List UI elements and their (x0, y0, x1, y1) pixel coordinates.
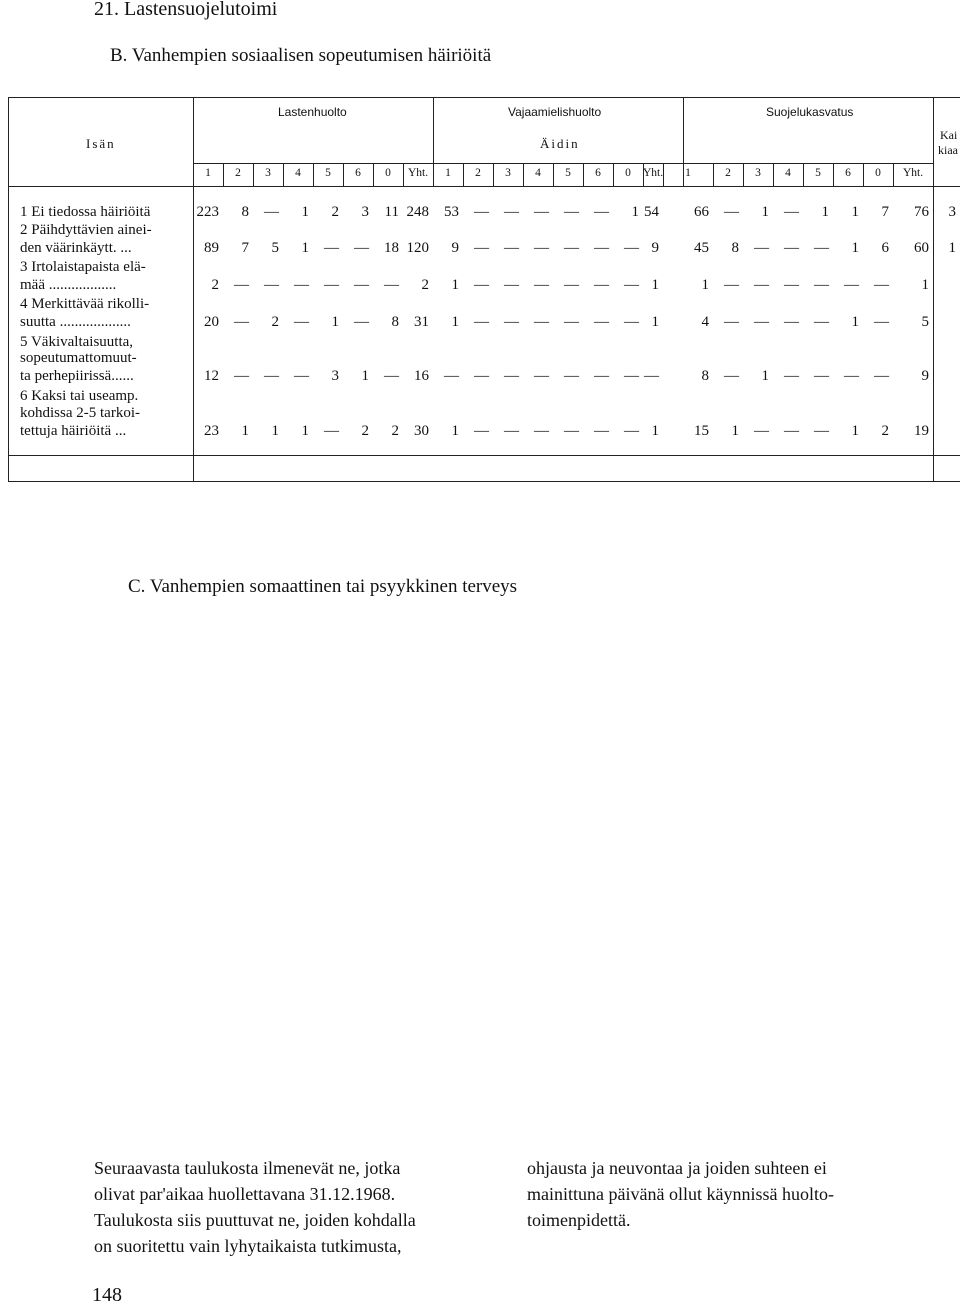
column-label: 0 (625, 167, 631, 179)
left-paragraph-line: Seuraavasta taulukosta ilmenevät ne, jotka (94, 1158, 401, 1178)
table-cell: — (264, 368, 279, 384)
table-cell: 8 (731, 240, 739, 256)
table-cell: — (534, 314, 549, 330)
table-cell: 30 (414, 423, 429, 439)
table-cell: — (644, 368, 659, 384)
table-cell: — (814, 368, 829, 384)
table-cell: — (814, 277, 829, 293)
row-label: 5 Väkivaltaisuutta, (20, 334, 134, 350)
table-cell: — (564, 368, 579, 384)
table-cell: 1 (301, 204, 309, 220)
running-head: 21. Lastensuojelutoimi (94, 0, 278, 20)
mother-header: Äidin (540, 136, 580, 151)
table-cell: 6 (881, 240, 889, 256)
table-cell: 5 (921, 314, 929, 330)
table-cell: 1 (701, 277, 709, 293)
right-paragraph (527, 1155, 947, 1233)
table-cell: 223 (196, 204, 219, 220)
table-cell: 18 (384, 240, 399, 256)
column-label: 6 (595, 167, 601, 179)
table-cell: 2 (211, 277, 219, 293)
table-cell: 1 (851, 314, 859, 330)
table-cell: 45 (694, 240, 709, 256)
row-label: 3 Irtolaistapaista elä- (20, 259, 146, 275)
table-cell: — (504, 423, 519, 439)
table-cell: 12 (204, 368, 219, 384)
table-cell: — (534, 423, 549, 439)
table-cell: 4 (701, 314, 709, 330)
table-cell: — (594, 277, 609, 293)
table-cell: 1 (851, 423, 859, 439)
column-label: 2 (475, 167, 481, 179)
table-cell: — (874, 314, 889, 330)
table-cell: — (444, 368, 459, 384)
column-label: 0 (385, 167, 391, 179)
table-cell: 1 (271, 423, 279, 439)
table-cell: 1 (451, 314, 459, 330)
table-cell: 76 (914, 204, 929, 220)
rule-line (8, 455, 960, 456)
table-cell: — (784, 277, 799, 293)
table-cell: 3 (948, 204, 956, 220)
row-label: tettuja häiriöitä ... (20, 423, 127, 439)
column-label: 4 (535, 167, 541, 179)
table-cell: — (564, 277, 579, 293)
table-cell: — (324, 423, 339, 439)
table-cell: 1 (731, 423, 739, 439)
table-cell: — (594, 204, 609, 220)
table-cell: — (234, 277, 249, 293)
row-label: 1 Ei tiedossa häiriöitä (20, 204, 151, 220)
table-cell: — (234, 368, 249, 384)
table-cell: — (534, 368, 549, 384)
table-cell: — (234, 314, 249, 330)
table-cell: 1 (948, 240, 956, 256)
column-label: 5 (565, 167, 571, 179)
table-cell: — (294, 368, 309, 384)
rule-line (193, 163, 933, 164)
table-cell: — (504, 314, 519, 330)
table-cell: — (784, 368, 799, 384)
left-paragraph-line: olivat par'aikaa huollettavana 31.12.1968. (94, 1184, 396, 1204)
column-label: 4 (785, 167, 791, 179)
table-cell: — (474, 277, 489, 293)
table-cell: — (724, 277, 739, 293)
column-label: 3 (505, 167, 511, 179)
table-cell: — (754, 240, 769, 256)
left-paragraph-line: on suoritettu vain lyhytaikaista tutkimusta, (94, 1236, 402, 1256)
table-cell: 89 (204, 240, 219, 256)
table-cell: — (504, 204, 519, 220)
table-cell: — (724, 368, 739, 384)
table-cell: — (264, 204, 279, 220)
row-label: suutta ................... (20, 314, 131, 330)
column-label: 5 (815, 167, 821, 179)
table-cell: — (384, 277, 399, 293)
table-cell: — (474, 240, 489, 256)
table-cell: — (474, 368, 489, 384)
rule-line (8, 97, 9, 481)
table-cell: 1 (631, 204, 639, 220)
table-cell: 3 (331, 368, 339, 384)
table-cell: — (324, 277, 339, 293)
table-cell: 54 (644, 204, 659, 220)
table-cell: — (754, 423, 769, 439)
left-paragraph (94, 1155, 514, 1259)
table-cell: 1 (821, 204, 829, 220)
right-paragraph-line: ohjausta ja neuvontaa ja joiden suhteen ei (527, 1158, 827, 1178)
table-cell: 1 (651, 314, 659, 330)
column-label: 3 (265, 167, 271, 179)
row-label: den väärinkäytt. ... (20, 240, 132, 256)
column-label: 2 (725, 167, 731, 179)
table-cell: — (874, 368, 889, 384)
table-cell: — (474, 204, 489, 220)
table-cell: — (504, 277, 519, 293)
table-cell: — (814, 423, 829, 439)
table-cell: — (474, 314, 489, 330)
table-cell: 8 (391, 314, 399, 330)
column-label: 6 (845, 167, 851, 179)
table-cell: — (594, 368, 609, 384)
table-cell: — (324, 240, 339, 256)
table-cell: 60 (914, 240, 929, 256)
table-cell: — (594, 240, 609, 256)
column-label: Yht. (643, 167, 664, 179)
table-cell: — (814, 314, 829, 330)
column-label: 2 (235, 167, 241, 179)
group-header-vajaamielishuolto: Vajaamielishuolto (508, 105, 602, 119)
table-cell: — (534, 204, 549, 220)
table-cell: — (844, 277, 859, 293)
table-cell: 120 (406, 240, 429, 256)
group-header-lastenhuolto: Lastenhuolto (278, 105, 347, 119)
table-cell: — (474, 423, 489, 439)
table-cell: 1 (921, 277, 929, 293)
table-cell: — (534, 277, 549, 293)
row-label: mää .................. (20, 277, 117, 293)
table-cell: — (754, 277, 769, 293)
rule-line (933, 97, 934, 481)
column-label: Yht. (407, 167, 429, 179)
table-cell: 1 (241, 423, 249, 439)
table-cell: 15 (694, 423, 709, 439)
table-cell: — (624, 277, 639, 293)
table-cell: — (294, 277, 309, 293)
row-label: kohdissa 2-5 tarkoi- (20, 405, 140, 421)
table-cell: 1 (651, 423, 659, 439)
table-cell: 1 (301, 240, 309, 256)
rule-line (8, 481, 960, 482)
rule-line (933, 163, 934, 186)
table-cell: 248 (406, 204, 429, 220)
row-label: 2 Päihdyttävien ainei- (20, 222, 152, 238)
table-cell: 7 (881, 204, 889, 220)
table-cell: — (504, 240, 519, 256)
table-cell: 7 (241, 240, 249, 256)
table-cell: — (384, 368, 399, 384)
table-cell: 2 (391, 423, 399, 439)
table-cell: 16 (414, 368, 429, 384)
table-cell: 9 (921, 368, 929, 384)
column-label: 1 (205, 167, 211, 179)
table-cell: 23 (204, 423, 219, 439)
table-c-title: C. Vanhempien somaattinen tai psyykkinen terveys (128, 576, 518, 597)
table-cell: 3 (361, 204, 369, 220)
rule-line (8, 97, 960, 98)
table-cell: — (844, 368, 859, 384)
table-cell: — (354, 277, 369, 293)
page-number: 148 (92, 1284, 122, 1306)
table-cell: 2 (421, 277, 429, 293)
table-cell: 2 (881, 423, 889, 439)
total-header: Kai (940, 128, 958, 142)
column-label: 4 (295, 167, 301, 179)
table-cell: — (784, 204, 799, 220)
table-cell: — (624, 314, 639, 330)
right-paragraph-line: toimenpidettä. (527, 1210, 631, 1230)
table-cell: — (784, 240, 799, 256)
table-cell: — (624, 423, 639, 439)
row-label: 6 Kaksi tai useamp. (20, 388, 139, 404)
column-label: 0 (875, 167, 881, 179)
column-label: 6 (355, 167, 361, 179)
table-cell: 8 (701, 368, 709, 384)
table-cell: 9 (651, 240, 659, 256)
table-cell: 66 (694, 204, 709, 220)
table-cell: — (874, 277, 889, 293)
table-cell: — (724, 314, 739, 330)
table-cell: — (754, 314, 769, 330)
table-cell: 5 (271, 240, 279, 256)
table-cell: 1 (851, 240, 859, 256)
table-cell: — (624, 240, 639, 256)
table-cell: 2 (361, 423, 369, 439)
column-label: 1 (445, 167, 451, 179)
table-cell: — (624, 368, 639, 384)
table-cell: 2 (271, 314, 279, 330)
column-label: 1 (685, 167, 691, 179)
table-cell: — (264, 277, 279, 293)
row-label: ta perhepiirissä...... (20, 368, 134, 384)
row-label: sopeutumattomuut- (20, 350, 137, 366)
table-cell: — (354, 314, 369, 330)
column-label: 5 (325, 167, 331, 179)
table-cell: — (564, 240, 579, 256)
table-cell: 1 (851, 204, 859, 220)
table-cell: — (594, 423, 609, 439)
table-cell: 1 (451, 423, 459, 439)
table-cell: 1 (651, 277, 659, 293)
table-cell: — (294, 314, 309, 330)
column-label: Yht. (902, 167, 924, 179)
table-cell: 8 (241, 204, 249, 220)
table-cell: — (784, 314, 799, 330)
table-b-title: B. Vanhempien sosiaalisen sopeutumisen häiriöitä (110, 45, 492, 66)
table-cell: — (784, 423, 799, 439)
table-cell: 20 (204, 314, 219, 330)
table-cell: 1 (451, 277, 459, 293)
table-cell: 9 (451, 240, 459, 256)
table-cell: — (594, 314, 609, 330)
table-cell: — (504, 368, 519, 384)
table-cell: — (564, 423, 579, 439)
table-cell: 31 (414, 314, 429, 330)
table-cell: 1 (301, 423, 309, 439)
left-paragraph-line: Taulukosta siis puuttuvat ne, joiden kohdalla (94, 1210, 416, 1230)
row-label: 4 Merkittävää rikolli- (20, 296, 150, 312)
table-cell: — (354, 240, 369, 256)
right-paragraph-line: mainittuna päivänä ollut käynnissä huolto- (527, 1184, 834, 1204)
table-cell: 1 (331, 314, 339, 330)
table-cell: 19 (914, 423, 929, 439)
stub-header: Isän (86, 136, 116, 151)
table-cell: — (564, 314, 579, 330)
table-cell: — (564, 204, 579, 220)
table-cell: — (814, 240, 829, 256)
table-cell: — (724, 204, 739, 220)
table-cell: — (534, 240, 549, 256)
table-cell: 1 (761, 204, 769, 220)
total-header: kiaa (938, 143, 958, 157)
table-cell: 1 (761, 368, 769, 384)
table-cell: 2 (331, 204, 339, 220)
rule-line (8, 186, 960, 187)
group-header-suojelukasvatus: Suojelukasvatus (766, 105, 854, 119)
table-cell: 53 (444, 204, 459, 220)
table-cell: 11 (384, 204, 399, 220)
table-cell: 1 (361, 368, 369, 384)
column-label: 3 (755, 167, 761, 179)
